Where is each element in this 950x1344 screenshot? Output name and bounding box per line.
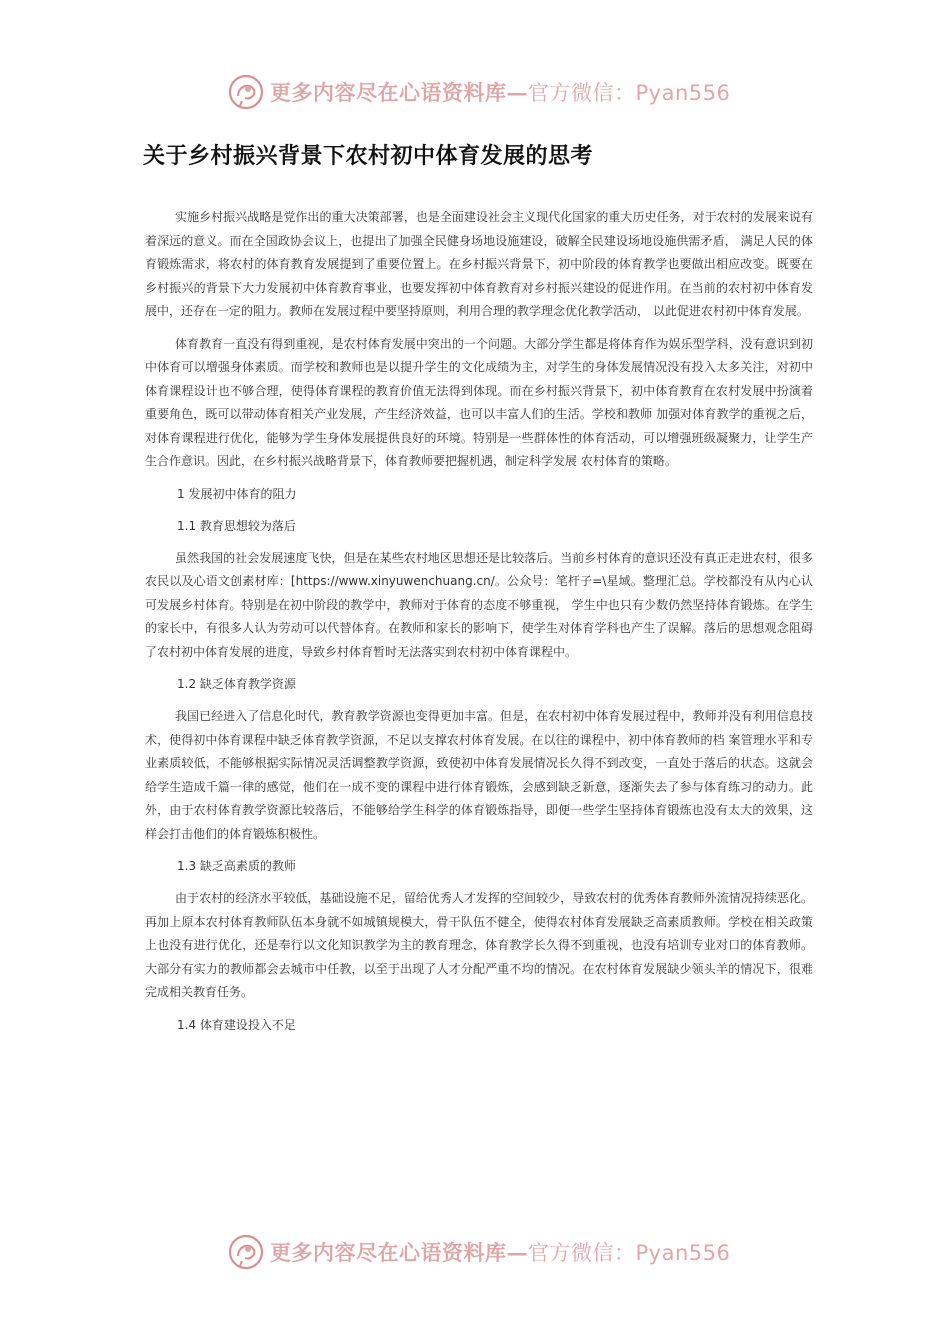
watermark-main-text: 更多内容尽在心语资料库— <box>270 1240 528 1265</box>
section-1-heading: 1 发展初中体育的阻力 <box>177 486 297 501</box>
watermark-wechat-text: 官方微信：Pyan556 <box>528 1241 731 1265</box>
watermark-main-text: 更多内容尽在心语资料库— <box>270 80 528 105</box>
section-1-3-paragraph: 由于农村的经济水平较低，基础设施不足，留给优秀人才发挥的空间较少，导致农村的优秀体育教师外流情况持续恶化。再加上原本农村体育教师队伍本身就不如城镇规模大，骨干队伍不健全，使得农村体育发展缺乏高素质教师。学校在相关政策上也没有进行优化，还是奉行以文化知识教学为主的教育理念，体育教学长久得不到重视，也没有培训专业对口的体育教师。大部分有实力的教师都会去城市中任教，以至于出现了人才分配严重不均的情况。在农村体育发展缺少领头羊的情况下，很难完成相关教育任务。 <box>145 891 813 999</box>
watermark-text-top <box>270 77 730 107</box>
intro-paragraph-1: 实施乡村振兴战略是党作出的重大决策部署，也是全面建设社会主义现代化国家的重大历史任务，对于农村的发展来说有着深远的意义。而在全国政协会议上，也提出了加强全民健身场地设施建设，破解全民建设场地设施供需矛盾， 满足人民的体育锻炼需求，将农村的体育教育发展提到了重要位置上。在乡村振兴背景下，初中阶段的体育教学也要做出相应改变。既要在乡村振兴的背景下大力发展初中体育教育事业，也要发挥初中体育教育对乡村振兴建设的促进作用。在当前的农村初中体育发展中，还存在一定的阻力。教师在发展过程中要坚持原则，利用合理的教学理念优化教学活动， 以此促进农村初中体育发展。 <box>145 210 813 318</box>
watermark-banner-top <box>228 72 731 112</box>
document-body <box>145 206 813 1046</box>
brain-flower-logo-icon <box>228 1234 264 1270</box>
watermark-wechat-text: 官方微信：Pyan556 <box>528 81 731 105</box>
brain-flower-logo-icon <box>228 74 264 110</box>
section-1-2-heading: 1.2 缺乏体育教学资源 <box>177 677 296 691</box>
watermark-text-bottom <box>270 1237 730 1267</box>
section-1-1-heading: 1.1 教育思想较为落后 <box>177 518 296 533</box>
document-title: 关于乡村振兴背景下农村初中体育发展的思考 <box>143 144 594 169</box>
section-1-1-paragraph: 虽然我国的社会发展速度飞快，但是在某些农村地区思想还是比较落后。当前乡村体育的意识还没有真正走进农村，很多农民以及心语文创素材库：[https://www.xinyuwenchuang.cn/。公众号：笔杆子=\星域。整理汇总。学校都没有从内心认可发展乡村体育。特别是在初中阶段的教学中，教师对于体育的态度不够重视， 学生中也只有少数仍然坚持体育锻炼。在学生的家长中，有很多人认为劳动可以代替体育。在教师和家长的影响下，使学生对体育学科也产生了误解。落后的思想观念阻碍了农村初中体育发展的进度，导致乡村体育暂时无法落实到农村初中体育课程中。 <box>145 550 813 659</box>
watermark-banner-bottom <box>228 1232 731 1272</box>
intro-paragraph-2: 体育教育一直没有得到重视，是农村体育发展中突出的一个问题。大部分学生都是将体育作为娱乐型学科，没有意识到初中体育可以增强身体素质。而学校和教师也是以提升学生的文化成绩为主，对学生的身体发展情况没有投入太多关注，对初中体育课程设计也不够合理，使得体育课程的教育价值无法得到体现。而在乡村振兴背景下，初中体育教育在农村发展中扮演着重要角色，既可以带动体育相关产业发展，产生经济效益，也可以丰富人们的生活。学校和教师 加强对体育教学的重视之后，对体育课程进行优化，能够为学生身体发展提供良好的环境。特别是一些群体性的体育活动，可以增强班级凝聚力，让学生产生合作意识。因此，在乡村振兴战略背景下，体育教师要把握机遇，制定科学发展 农村体育的策略。 <box>145 336 813 468</box>
section-1-4-heading: 1.4 体育建设投入不足 <box>177 1017 296 1032</box>
section-1-3-heading: 1.3 缺乏高素质的教师 <box>177 859 296 873</box>
section-1-2-paragraph: 我国已经进入了信息化时代，教育教学资源也变得更加丰富。但是，在农村初中体育发展过程中，教师并没有利用信息技术，使得初中体育课程中缺乏体育教学资源，不足以支撑农村体育发展。在以往的课程中，初中体育教师的档 案管理水平和专业素质较低，不能够根据实际情况灵活调整教学资源，致使初中体育发展情况长久得不到改变，一直处于落后的状态。这就会给学生造成千篇一律的感觉，他们在一成不变的课程中进行体育锻炼，会感到缺乏新意，逐渐失去了参与体育练习的动力。此外，由于农村体育教学资源比较落后，不能够给学生科学的体育锻炼指导，即便一些学生坚持体育锻炼也没有太大的效果，这样会打击他们的体育锻炼积极性。 <box>145 709 813 841</box>
